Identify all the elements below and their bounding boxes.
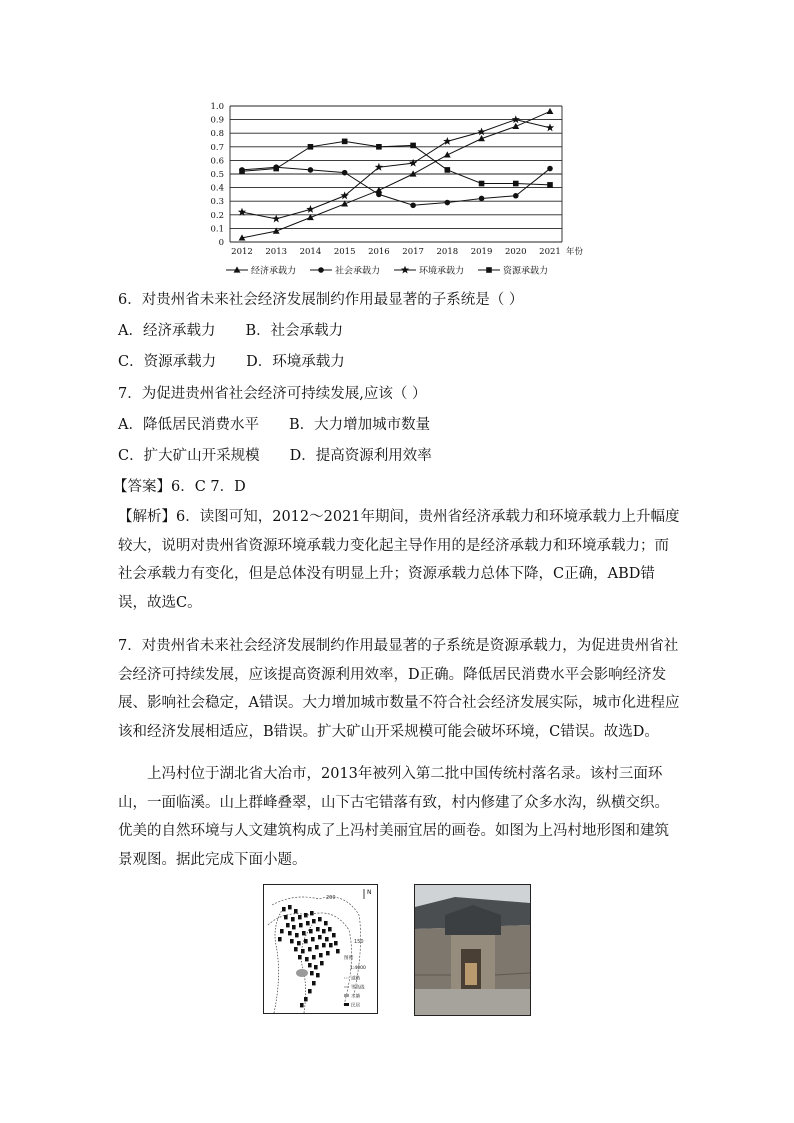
legend-road: 道路 xyxy=(351,976,360,982)
house-block xyxy=(314,965,318,969)
data-point-3 xyxy=(342,139,348,145)
house-block xyxy=(311,937,315,941)
legend-marker xyxy=(486,267,492,273)
y-tick-label: 0.7 xyxy=(210,142,224,153)
figure-group xyxy=(263,884,531,1014)
x-tick-label: 2020 xyxy=(504,247,527,257)
x-tick-label: 2017 xyxy=(402,247,424,257)
y-tick-label: 0.5 xyxy=(210,170,224,180)
x-tick-label: 2021 xyxy=(539,247,561,257)
house-block xyxy=(315,945,319,949)
house-block xyxy=(298,955,302,959)
house-block xyxy=(318,917,322,921)
q7-option-c[interactable]: C．扩大矿山开采规模 xyxy=(118,448,260,464)
data-point-3 xyxy=(513,181,519,187)
y-tick-label: 0.9 xyxy=(210,115,224,126)
house-block xyxy=(297,941,301,945)
data-point-1 xyxy=(376,192,382,198)
series-line-1 xyxy=(242,167,550,205)
data-point-1 xyxy=(479,196,485,202)
intro-paragraph: 上冯村位于湖北省大冶市，2013年被列入第二批中国传统村落名录。该村三面环山，一面临溪。山上群峰叠翠，山下古宅错落有致，村内修建了众多水沟，纵横交织。优美的自然环境与人文建筑构成了上冯村美丽宜居的画卷。如图为上冯村地形图和建筑景观图。据此完成下面小题。 xyxy=(118,766,669,868)
data-point-1 xyxy=(410,202,416,208)
q7-option-d[interactable]: D．提高资源利用效率 xyxy=(289,448,432,464)
answer-text: 6．C 7．D xyxy=(171,479,246,495)
legend-label: 资源承载力 xyxy=(503,266,549,277)
road-line xyxy=(274,907,284,1013)
pond-legend-icon xyxy=(344,994,349,997)
y-tick-label: 1.0 xyxy=(210,102,224,112)
house-block xyxy=(308,989,312,993)
data-point-3 xyxy=(376,144,382,150)
q7-stem: 7．为促进贵州省社会经济可持续发展,应该（ ） xyxy=(118,386,427,402)
house-block xyxy=(286,923,290,927)
q6-stem: 6．对贵州省未来社会经济发展制约作用最显著的子系统是（ ） xyxy=(118,292,524,308)
data-point-3 xyxy=(410,143,416,149)
house-legend-icon xyxy=(344,1003,349,1006)
house-block xyxy=(284,915,288,919)
house-block xyxy=(304,913,308,917)
house-block xyxy=(282,907,286,911)
houses xyxy=(278,905,340,1007)
house-block xyxy=(312,919,316,923)
terrain-map xyxy=(263,884,378,1014)
house-block xyxy=(322,943,326,947)
analysis-6-text: 6．读图可知，2012～2021年期间，贵州省经济承载力和环境承载力上升幅度较大，说明对贵州省资源环境承载力变化起主导作用的是经济承载力和环境承载力；而社会承载力有变化，但是总体没有明显上升；资源承载力总体下降，C正确，ABD错误，故选C。 xyxy=(118,509,680,611)
data-point-3 xyxy=(479,181,485,187)
q6-option-b[interactable]: B．社会承载力 xyxy=(245,323,344,339)
north-arrow-label: N xyxy=(367,889,372,896)
analysis-6 xyxy=(118,503,680,617)
y-tick-label: 0.6 xyxy=(210,156,224,167)
data-point-1 xyxy=(308,167,314,173)
ground xyxy=(415,989,530,1015)
legend-label: 经济承载力 xyxy=(251,266,297,277)
house-block xyxy=(299,923,303,927)
data-point-2 xyxy=(546,123,554,131)
house-block xyxy=(334,941,338,945)
pond-icon xyxy=(296,969,308,977)
house-block xyxy=(319,953,323,957)
q6-option-d[interactable]: D．环境承载力 xyxy=(246,354,345,370)
data-point-0 xyxy=(410,170,417,176)
house-block xyxy=(304,997,308,1001)
house-block xyxy=(326,951,330,955)
house-block xyxy=(305,957,309,961)
x-tick-label: 2018 xyxy=(436,247,459,257)
house-block xyxy=(295,933,299,937)
house-block xyxy=(328,927,332,931)
analysis-7: 7．对贵州省未来社会经济发展制约作用最显著的子系统是资源承载力，为促进贵州省社会经济可持续发展，应该提高资源利用效率，D正确。降低居民消费水平会影响经济发展、影响社会稳定，A错误。大力增加城市数量不符合社会经济发展实际，城市化进程应该和经济发展相适应，B错误。扩大矿山开采规模可能会破坏环境，C错误。故选D。 xyxy=(118,638,680,740)
house-block xyxy=(288,905,292,909)
house-block xyxy=(294,947,298,951)
house-block xyxy=(324,921,328,925)
house-block xyxy=(336,949,340,953)
series-line-0 xyxy=(242,111,550,237)
house-block xyxy=(309,929,313,933)
legend-label: 环境承载力 xyxy=(419,266,465,277)
q6-options-row2 xyxy=(118,352,678,372)
data-point-1 xyxy=(445,200,451,206)
x-tick-label: 2016 xyxy=(368,247,390,257)
q6-options-row1 xyxy=(118,321,678,341)
x-unit-label: 年份 xyxy=(566,247,584,257)
data-point-1 xyxy=(342,170,348,176)
legend-marker xyxy=(401,266,409,274)
house-block xyxy=(329,943,333,947)
line-chart xyxy=(196,96,596,282)
data-point-3 xyxy=(547,182,553,188)
contour-label: 200 xyxy=(326,895,336,901)
x-tick-label: 2014 xyxy=(299,247,322,257)
x-tick-label: 2012 xyxy=(231,247,253,257)
data-point-3 xyxy=(273,166,279,172)
q6-option-c[interactable]: C．资源承载力 xyxy=(118,354,217,370)
y-tick-label: 0 xyxy=(218,238,224,248)
house-block xyxy=(310,911,314,915)
series-line-2 xyxy=(242,120,550,219)
x-tick-label: 2015 xyxy=(333,247,356,257)
data-point-0 xyxy=(444,151,451,157)
data-point-1 xyxy=(547,166,553,172)
building-photo xyxy=(414,884,531,1016)
legend-title: 图例 xyxy=(344,956,353,961)
y-tick-label: 0.4 xyxy=(210,183,224,194)
house-block xyxy=(288,931,292,935)
data-point-2 xyxy=(272,214,280,222)
house-block xyxy=(316,927,320,931)
chart-svg xyxy=(196,96,596,282)
data-point-3 xyxy=(308,144,314,150)
house-block xyxy=(316,973,320,977)
house-block xyxy=(312,981,316,985)
house-block xyxy=(278,937,282,941)
q7-options-row1 xyxy=(118,415,678,435)
data-point-2 xyxy=(477,127,485,135)
legend-pond: 水塘 xyxy=(351,994,360,1000)
house-block xyxy=(308,947,312,951)
house-block xyxy=(291,917,295,921)
y-tick-label: 0.2 xyxy=(210,210,224,221)
analysis-label: 【解析】 xyxy=(118,509,176,525)
house-block xyxy=(292,925,296,929)
house-block xyxy=(318,935,322,939)
contour-label: 150 xyxy=(354,939,364,945)
house-block xyxy=(320,961,324,965)
y-tick-label: 0.3 xyxy=(210,197,224,208)
house-block xyxy=(325,937,329,941)
house-block xyxy=(306,921,310,925)
house-block xyxy=(298,915,302,919)
legend-contour: 等高线 xyxy=(351,985,365,991)
data-point-2 xyxy=(512,115,520,123)
q7-option-b[interactable]: B．大力增加城市数量 xyxy=(288,417,431,433)
house-block xyxy=(304,939,308,943)
answer-line xyxy=(113,477,673,497)
data-point-1 xyxy=(513,193,519,199)
data-point-0 xyxy=(547,108,554,114)
y-tick-label: 0.8 xyxy=(210,129,224,140)
house-block xyxy=(301,949,305,953)
legend-scale: 1:4000 xyxy=(350,966,366,971)
house-block xyxy=(294,909,298,913)
data-point-2 xyxy=(340,191,348,199)
house-block xyxy=(332,933,336,937)
house-block xyxy=(280,929,284,933)
house-block xyxy=(310,971,314,975)
x-tick-label: 2013 xyxy=(265,247,288,257)
legend-marker xyxy=(318,267,324,273)
q7-option-a[interactable]: A．降低居民消费水平 xyxy=(118,417,259,433)
x-tick-label: 2019 xyxy=(470,247,493,257)
door-panel xyxy=(465,963,477,985)
data-point-2 xyxy=(409,159,417,167)
legend-house: 民居 xyxy=(351,1003,360,1009)
house-block xyxy=(322,929,326,933)
data-point-3 xyxy=(239,168,245,174)
house-block xyxy=(312,955,316,959)
answer-label: 【答案】 xyxy=(113,479,171,495)
terrain-map-svg xyxy=(264,885,377,1013)
house-block xyxy=(290,939,294,943)
q7-options-row2 xyxy=(118,446,678,466)
q6-option-a[interactable]: A．经济承载力 xyxy=(118,323,216,339)
data-point-2 xyxy=(306,205,314,213)
data-point-3 xyxy=(445,167,451,173)
house-block xyxy=(308,963,312,967)
series-line-3 xyxy=(242,141,550,185)
house-block xyxy=(300,1003,304,1007)
building-photo-svg xyxy=(415,885,530,1015)
house-block xyxy=(302,931,306,935)
legend-label: 社会承载力 xyxy=(335,266,381,277)
y-tick-label: 0.1 xyxy=(210,224,224,235)
